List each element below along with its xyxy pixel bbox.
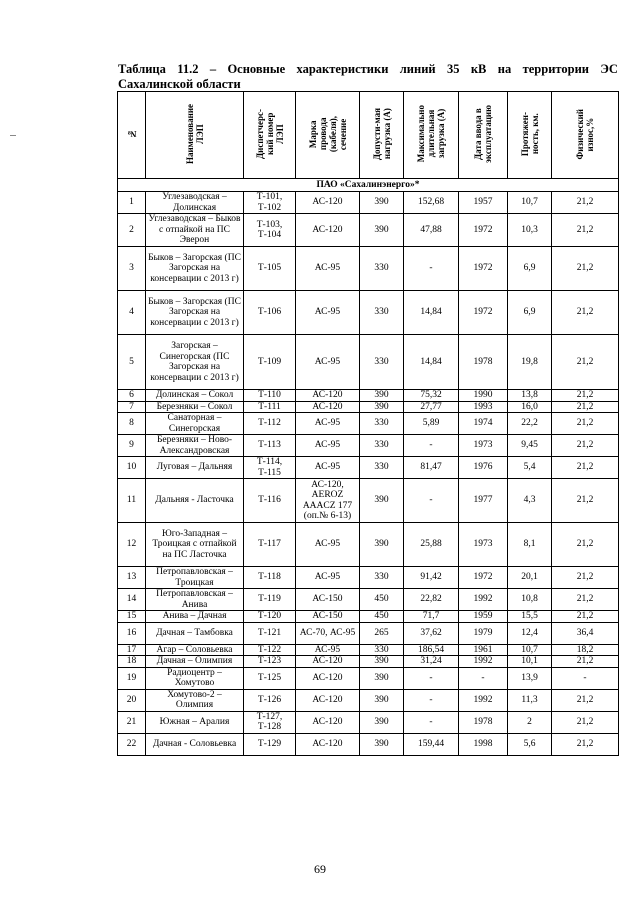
cell-line-name: Санаторная – Синегорская <box>146 413 244 435</box>
caption-word: Основные <box>227 62 286 76</box>
cell-line-name: Южная – Аралия <box>146 711 244 733</box>
cell-line-name: Дачная – Олимпия <box>146 656 244 668</box>
cell-max-load: 31,24 <box>404 656 459 668</box>
header-max-load <box>404 92 459 179</box>
cell-number: 17 <box>118 644 146 656</box>
cell-commission-date: 1972 <box>459 567 508 589</box>
cell-line-name: Дальняя - Ласточка <box>146 479 244 523</box>
cell-length: 10,7 <box>508 192 552 214</box>
header-wear <box>552 92 619 179</box>
cell-length: 10,7 <box>508 644 552 656</box>
cell-wire-brand: АС-120 <box>296 656 360 668</box>
cell-dispatch-number: Т-112 <box>244 413 296 435</box>
cell-wear: 21,2 <box>552 689 619 711</box>
cell-number: 18 <box>118 656 146 668</box>
cell-commission-date: 1974 <box>459 413 508 435</box>
caption-word: линий <box>399 62 436 76</box>
caption-word: территории <box>522 62 589 76</box>
cell-max-load: 159,44 <box>404 733 459 755</box>
cell-wire-brand: АС-95 <box>296 247 360 291</box>
cell-dispatch-number: Т-105 <box>244 247 296 291</box>
table-row <box>118 589 619 611</box>
table-row <box>118 689 619 711</box>
header-wire-brand-label: Марка провода (кабеля), сечение <box>307 115 348 152</box>
cell-wire-brand: АС-120, AEROZ AAACZ 177 (оп.№ 6-13) <box>296 479 360 523</box>
cell-length: 13,9 <box>508 667 552 689</box>
cell-commission-date: 1977 <box>459 479 508 523</box>
cell-wear: 21,2 <box>552 457 619 479</box>
cell-allowed-load: 390 <box>360 523 404 567</box>
cell-allowed-load: 390 <box>360 214 404 247</box>
cell-wear: 21,2 <box>552 479 619 523</box>
cell-line-name: Петропавловская – Троицкая <box>146 567 244 589</box>
cell-max-load: 14,84 <box>404 335 459 390</box>
cell-max-load: - <box>404 711 459 733</box>
cell-length: 10,1 <box>508 656 552 668</box>
cell-max-load: 37,62 <box>404 622 459 644</box>
cell-dispatch-number: Т-122 <box>244 644 296 656</box>
cell-number: 12 <box>118 523 146 567</box>
header-length-label: Протяжен- ность, км. <box>519 111 540 156</box>
header-length <box>508 92 552 179</box>
cell-wire-brand: АС-95 <box>296 644 360 656</box>
cell-wear: 21,2 <box>552 214 619 247</box>
cell-length: 2 <box>508 711 552 733</box>
cell-line-name: Петропавловская – Анива <box>146 589 244 611</box>
cell-commission-date: 1972 <box>459 214 508 247</box>
cell-allowed-load: 330 <box>360 413 404 435</box>
header-commission-date <box>459 92 508 179</box>
table-row <box>118 523 619 567</box>
cell-wire-brand: АС-95 <box>296 523 360 567</box>
cell-length: 20,1 <box>508 567 552 589</box>
header-allowed-load <box>360 92 404 179</box>
cell-allowed-load: 330 <box>360 291 404 335</box>
cell-commission-date: 1972 <box>459 247 508 291</box>
cell-number: 16 <box>118 622 146 644</box>
cell-length: 16,0 <box>508 401 552 413</box>
cell-max-load: - <box>404 667 459 689</box>
cell-wear: 21,2 <box>552 656 619 668</box>
cell-allowed-load: 330 <box>360 335 404 390</box>
cell-allowed-load: 390 <box>360 192 404 214</box>
cell-max-load: 71,7 <box>404 611 459 623</box>
cell-allowed-load: 390 <box>360 667 404 689</box>
cell-line-name: Луговая – Дальняя <box>146 457 244 479</box>
cell-commission-date: 1972 <box>459 291 508 335</box>
cell-dispatch-number: Т-114, Т-115 <box>244 457 296 479</box>
cell-max-load: 152,68 <box>404 192 459 214</box>
caption-word: 35 <box>446 62 460 76</box>
cell-commission-date: 1978 <box>459 335 508 390</box>
cell-number: 3 <box>118 247 146 291</box>
cell-line-name: Юго-Западная – Троицкая с отпайкой на ПС Ласточка <box>146 523 244 567</box>
cell-wire-brand: АС-120 <box>296 689 360 711</box>
cell-wear: 21,2 <box>552 435 619 457</box>
power-lines-table <box>117 91 619 756</box>
cell-wear: 21,2 <box>552 335 619 390</box>
cell-dispatch-number: Т-116 <box>244 479 296 523</box>
cell-length: 8,1 <box>508 523 552 567</box>
cell-max-load: - <box>404 479 459 523</box>
cell-wear: 21,2 <box>552 401 619 413</box>
cell-line-name: Анива – Дачная <box>146 611 244 623</box>
cell-allowed-load: 390 <box>360 656 404 668</box>
caption-line-1 <box>118 62 618 77</box>
caption-word: – <box>209 62 217 76</box>
cell-max-load: 81,47 <box>404 457 459 479</box>
table-row <box>118 733 619 755</box>
table-body <box>118 179 619 756</box>
cell-length: 19,8 <box>508 335 552 390</box>
cell-wear: 21,2 <box>552 711 619 733</box>
table-row <box>118 711 619 733</box>
cell-commission-date: 1990 <box>459 390 508 402</box>
header-line-name-label: Наименование ЛЭП <box>184 103 205 164</box>
cell-allowed-load: 450 <box>360 611 404 623</box>
cell-number: 1 <box>118 192 146 214</box>
header-dispatch-number <box>244 92 296 179</box>
cell-wire-brand: АС-120 <box>296 192 360 214</box>
cell-wire-brand: АС-70, АС-95 <box>296 622 360 644</box>
cell-length: 13,8 <box>508 390 552 402</box>
cell-wire-brand: АС-150 <box>296 589 360 611</box>
caption-word: Таблица <box>118 62 166 76</box>
cell-dispatch-number: Т-110 <box>244 390 296 402</box>
cell-dispatch-number: Т-125 <box>244 667 296 689</box>
cell-max-load: 22,82 <box>404 589 459 611</box>
cell-number: 15 <box>118 611 146 623</box>
table-row <box>118 247 619 291</box>
table-row <box>118 667 619 689</box>
cell-dispatch-number: Т-101, Т-102 <box>244 192 296 214</box>
cell-length: 10,3 <box>508 214 552 247</box>
cell-max-load: - <box>404 247 459 291</box>
table-row <box>118 656 619 668</box>
table-header-row <box>118 92 619 179</box>
cell-wire-brand: АС-120 <box>296 390 360 402</box>
cell-max-load: - <box>404 689 459 711</box>
cell-allowed-load: 265 <box>360 622 404 644</box>
caption-word: 11.2 <box>177 62 199 76</box>
cell-wire-brand: АС-120 <box>296 733 360 755</box>
cell-dispatch-number: Т-117 <box>244 523 296 567</box>
caption-word: ЭС <box>600 62 618 76</box>
cell-length: 10,8 <box>508 589 552 611</box>
cell-number: 10 <box>118 457 146 479</box>
cell-max-load: 186,54 <box>404 644 459 656</box>
cell-allowed-load: 390 <box>360 733 404 755</box>
cell-number: 9 <box>118 435 146 457</box>
cell-number: 22 <box>118 733 146 755</box>
table-row <box>118 622 619 644</box>
cell-number: 20 <box>118 689 146 711</box>
header-wire-brand <box>296 92 360 179</box>
cell-allowed-load: 390 <box>360 711 404 733</box>
cell-max-load: 27,77 <box>404 401 459 413</box>
cell-number: 8 <box>118 413 146 435</box>
cell-max-load: 47,88 <box>404 214 459 247</box>
cell-commission-date: - <box>459 667 508 689</box>
cell-max-load: 25,88 <box>404 523 459 567</box>
header-wear-label: Физический износ,% <box>575 108 595 159</box>
table-row <box>118 435 619 457</box>
group-row <box>118 179 619 192</box>
cell-length: 6,9 <box>508 247 552 291</box>
cell-line-name: Дачная – Тамбовка <box>146 622 244 644</box>
cell-line-name: Углезаводская – Быков с отпайкой на ПС Эверон <box>146 214 244 247</box>
cell-commission-date: 1959 <box>459 611 508 623</box>
cell-dispatch-number: Т-103, Т-104 <box>244 214 296 247</box>
table-row <box>118 192 619 214</box>
cell-line-name: Загорская – Синегорская (ПС Загорская на консервации с 2013 г) <box>146 335 244 390</box>
cell-allowed-load: 330 <box>360 247 404 291</box>
caption-line-2: Сахалинской области <box>118 77 241 91</box>
cell-commission-date: 1992 <box>459 589 508 611</box>
cell-number: 13 <box>118 567 146 589</box>
cell-dispatch-number: Т-118 <box>244 567 296 589</box>
cell-dispatch-number: Т-109 <box>244 335 296 390</box>
cell-dispatch-number: Т-121 <box>244 622 296 644</box>
cell-allowed-load: 330 <box>360 457 404 479</box>
cell-dispatch-number: Т-106 <box>244 291 296 335</box>
caption-word: кВ <box>470 62 487 76</box>
cell-wire-brand: АС-95 <box>296 435 360 457</box>
cell-commission-date: 1993 <box>459 401 508 413</box>
cell-allowed-load: 450 <box>360 589 404 611</box>
cell-commission-date: 1957 <box>459 192 508 214</box>
cell-dispatch-number: Т-127, Т-128 <box>244 711 296 733</box>
header-max-load-label: Максимально длительная загрузка (А) <box>416 105 446 163</box>
cell-dispatch-number: Т-129 <box>244 733 296 755</box>
header-commission-date-label: Дата ввода в эксплуатацию <box>473 104 493 163</box>
cell-commission-date: 1961 <box>459 644 508 656</box>
cell-wire-brand: АС-120 <box>296 401 360 413</box>
table-row <box>118 457 619 479</box>
table-row <box>118 611 619 623</box>
cell-length: 5,6 <box>508 733 552 755</box>
cell-dispatch-number: Т-120 <box>244 611 296 623</box>
cell-number: 19 <box>118 667 146 689</box>
cell-line-name: Березняки – Сокол <box>146 401 244 413</box>
cell-allowed-load: 330 <box>360 644 404 656</box>
cell-wear: 21,2 <box>552 247 619 291</box>
cell-wire-brand: АС-120 <box>296 214 360 247</box>
cell-number: 5 <box>118 335 146 390</box>
cell-commission-date: 1992 <box>459 656 508 668</box>
page-number: 69 <box>314 862 326 876</box>
cell-wear: 36,4 <box>552 622 619 644</box>
cell-line-name: Хомутово-2 – Олимпия <box>146 689 244 711</box>
table-row <box>118 401 619 413</box>
cell-commission-date: 1998 <box>459 733 508 755</box>
cell-length: 9,45 <box>508 435 552 457</box>
cell-number: 14 <box>118 589 146 611</box>
header-allowed-load-label: Допусти-мая нагрузка (А) <box>371 107 392 160</box>
cell-line-name: Быков – Загорская (ПС Загорская на консервации с 2013 г) <box>146 247 244 291</box>
cell-wear: - <box>552 667 619 689</box>
cell-dispatch-number: Т-123 <box>244 656 296 668</box>
cell-line-name: Долинская – Сокол <box>146 390 244 402</box>
header-number <box>118 92 146 179</box>
cell-wire-brand: АС-95 <box>296 567 360 589</box>
cell-wear: 21,2 <box>552 413 619 435</box>
cell-allowed-load: 390 <box>360 390 404 402</box>
cell-max-load: 75,32 <box>404 390 459 402</box>
cell-max-load: - <box>404 435 459 457</box>
cell-allowed-load: 330 <box>360 435 404 457</box>
cell-max-load: 14,84 <box>404 291 459 335</box>
table-row <box>118 413 619 435</box>
cell-line-name: Быков – Загорская (ПС Загорская на консервации с 2013 г) <box>146 291 244 335</box>
cell-commission-date: 1973 <box>459 523 508 567</box>
table-row <box>118 214 619 247</box>
cell-max-load: 91,42 <box>404 567 459 589</box>
cell-wear: 21,2 <box>552 523 619 567</box>
cell-wire-brand: АС-120 <box>296 711 360 733</box>
table-row <box>118 390 619 402</box>
cell-wear: 21,2 <box>552 733 619 755</box>
table-row <box>118 479 619 523</box>
cell-wear: 21,2 <box>552 589 619 611</box>
table-row <box>118 291 619 335</box>
cell-line-name: Агар – Соловьевка <box>146 644 244 656</box>
cell-wear: 21,2 <box>552 291 619 335</box>
cell-number: 2 <box>118 214 146 247</box>
cell-dispatch-number: Т-126 <box>244 689 296 711</box>
header-dispatch-number-label: Диспетчерс- кий номер ЛЭП <box>254 108 285 159</box>
cell-wire-brand: АС-95 <box>296 457 360 479</box>
cell-allowed-load: 330 <box>360 567 404 589</box>
cell-dispatch-number: Т-111 <box>244 401 296 413</box>
cell-number: 7 <box>118 401 146 413</box>
cell-max-load: 5,89 <box>404 413 459 435</box>
cell-wire-brand: АС-150 <box>296 611 360 623</box>
cell-line-name: Березняки – Ново-Александровская <box>146 435 244 457</box>
cell-wear: 21,2 <box>552 390 619 402</box>
cell-number: 4 <box>118 291 146 335</box>
cell-wear: 21,2 <box>552 567 619 589</box>
table-row <box>118 335 619 390</box>
cell-commission-date: 1973 <box>459 435 508 457</box>
cell-wire-brand: АС-95 <box>296 413 360 435</box>
caption-word: характеристики <box>296 62 389 76</box>
cell-allowed-load: 390 <box>360 479 404 523</box>
cell-wear: 21,2 <box>552 192 619 214</box>
cell-dispatch-number: Т-113 <box>244 435 296 457</box>
cell-dispatch-number: Т-119 <box>244 589 296 611</box>
cell-wear: 18,2 <box>552 644 619 656</box>
header-line-name <box>146 92 244 179</box>
cell-length: 6,9 <box>508 291 552 335</box>
cell-length: 4,3 <box>508 479 552 523</box>
cell-line-name: Углезаводская – Долинская <box>146 192 244 214</box>
cell-wire-brand: АС-120 <box>296 667 360 689</box>
scan-artifact-mark <box>10 135 16 136</box>
cell-allowed-load: 390 <box>360 689 404 711</box>
cell-number: 21 <box>118 711 146 733</box>
cell-wear: 21,2 <box>552 611 619 623</box>
table-row <box>118 644 619 656</box>
table-caption <box>118 62 618 92</box>
cell-commission-date: 1976 <box>459 457 508 479</box>
cell-wire-brand: АС-95 <box>296 335 360 390</box>
cell-number: 11 <box>118 479 146 523</box>
cell-line-name: Радиоцентр – Хомутово <box>146 667 244 689</box>
cell-length: 12,4 <box>508 622 552 644</box>
cell-length: 15,5 <box>508 611 552 623</box>
cell-line-name: Дачная - Соловьевка <box>146 733 244 755</box>
table-row <box>118 567 619 589</box>
caption-word: на <box>497 62 512 76</box>
cell-length: 11,3 <box>508 689 552 711</box>
header-number-label: № <box>126 128 137 139</box>
cell-number: 6 <box>118 390 146 402</box>
cell-commission-date: 1992 <box>459 689 508 711</box>
cell-allowed-load: 390 <box>360 401 404 413</box>
group-label: ПАО «Сахалинэнерго»* <box>118 179 619 192</box>
cell-length: 5,4 <box>508 457 552 479</box>
cell-wire-brand: АС-95 <box>296 291 360 335</box>
cell-commission-date: 1978 <box>459 711 508 733</box>
cell-length: 22,2 <box>508 413 552 435</box>
cell-commission-date: 1979 <box>459 622 508 644</box>
